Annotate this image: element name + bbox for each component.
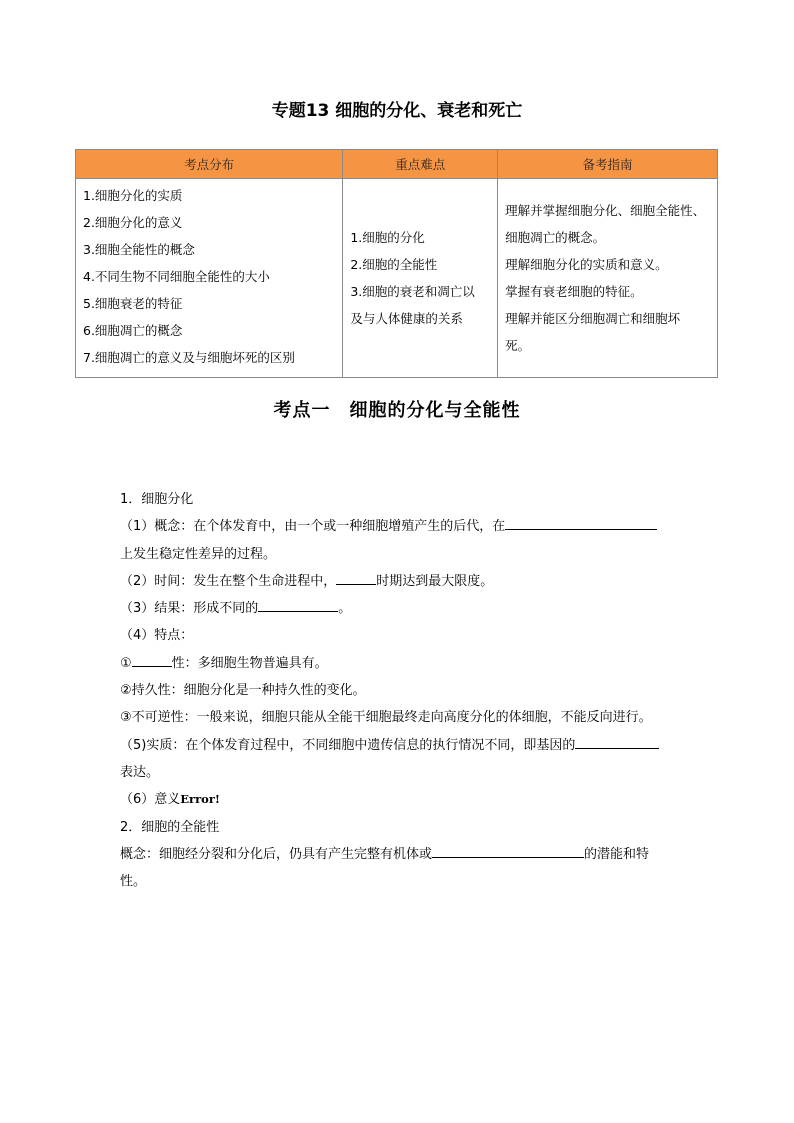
key-difficulties-cell — [343, 179, 498, 378]
fill-in-blank[interactable] — [258, 596, 338, 612]
list-item: 2.细胞分化的意义 — [83, 215, 183, 230]
list-item: 死。 — [505, 338, 531, 353]
totipotency-concept-cont: 性。 — [120, 874, 147, 890]
feature-universal: ① 性：多细胞生物普遍具有。 — [120, 650, 680, 677]
list-item: 3.细胞的衰老和凋亡以 — [350, 284, 475, 299]
section-title: 考点一 细胞的分化与全能性 — [273, 400, 521, 421]
exam-points-cell — [76, 179, 343, 378]
header-exam-points: 考点分布 — [76, 150, 343, 179]
list-item: 3.细胞全能性的概念 — [83, 242, 195, 257]
list-item: 4.不同生物不同细胞全能性的大小 — [83, 269, 270, 284]
feature-persistent: ②持久性：细胞分化是一种持久性的变化。 — [120, 683, 366, 699]
header-key-difficulties: 重点难点 — [343, 150, 498, 179]
fill-in-blank[interactable] — [336, 569, 376, 585]
fill-in-blank[interactable] — [132, 651, 172, 667]
list-item: 理解并能区分细胞凋亡和细胞坏 — [505, 311, 681, 326]
list-item: 理解细胞分化的实质和意义。 — [505, 257, 668, 272]
fill-in-blank[interactable] — [432, 842, 584, 858]
fill-in-blank[interactable] — [575, 733, 659, 749]
table-row — [76, 179, 718, 378]
concept-line-cont: 上发生稳定性差异的过程。 — [120, 546, 277, 562]
significance-line: （6）意义Error! — [120, 792, 220, 808]
totipotency-concept: 概念：细胞经分裂和分化后，仍具有产生完整有机体或 的潜能和特 — [120, 841, 680, 868]
concept-line: （1）概念：在个体发育中，由一个或一种细胞增殖产生的后代，在 — [120, 513, 680, 540]
error-text: Error! — [180, 792, 220, 807]
heading-totipotency: 2．细胞的全能性 — [120, 819, 220, 835]
feature-irreversible: ③不可逆性：一般来说，细胞只能从全能干细胞最终走向高度分化的体细胞，不能反向进行。 — [120, 710, 652, 726]
list-item: 细胞凋亡的概念。 — [505, 230, 606, 245]
essence-line: （5)实质：在个体发育过程中，不同细胞中遗传信息的执行情况不同，即基因的 — [120, 732, 680, 759]
list-item: 6.细胞凋亡的概念 — [83, 323, 183, 338]
result-line: （3）结果：形成不同的 。 — [120, 595, 680, 622]
time-line: （2）时间：发生在整个生命进程中， 时期达到最大限度。 — [120, 568, 680, 595]
list-item: 5.细胞衰老的特征 — [83, 296, 183, 311]
list-item: 1.细胞分化的实质 — [83, 188, 183, 203]
overview-table — [75, 149, 718, 378]
essence-line-cont: 表达。 — [120, 764, 160, 780]
table-header-row — [76, 150, 718, 179]
document-title: 专题13 细胞的分化、衰老和死亡 — [271, 101, 523, 121]
prep-guide-cell — [498, 179, 718, 378]
list-item: 2.细胞的全能性 — [350, 257, 438, 272]
list-item: 理解并掌握细胞分化、细胞全能性、 — [505, 203, 706, 218]
list-item: 及与人体健康的关系 — [350, 311, 463, 326]
content-body — [120, 486, 680, 895]
heading-cell-differentiation: 1．细胞分化 — [120, 492, 194, 507]
list-item: 7.细胞凋亡的意义及与细胞坏死的区别 — [83, 350, 295, 365]
header-prep-guide: 备考指南 — [498, 150, 718, 179]
fill-in-blank[interactable] — [505, 514, 657, 530]
list-item: 1.细胞的分化 — [350, 230, 425, 245]
features-heading: （4）特点： — [120, 628, 194, 644]
list-item: 掌握有衰老细胞的特征。 — [505, 284, 643, 299]
